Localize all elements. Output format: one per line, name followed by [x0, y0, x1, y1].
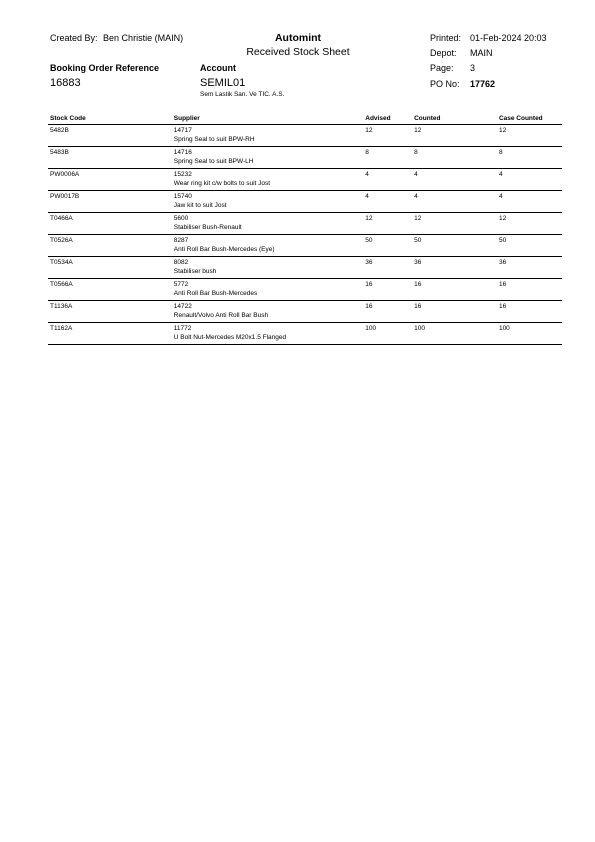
table-row [48, 257, 562, 279]
depot-label: Depot: [430, 48, 457, 58]
case-counted-value: 16 [498, 281, 507, 288]
supplier-code: 15740 [173, 193, 192, 200]
page-label: Page: [430, 63, 454, 73]
advised-cell [363, 235, 412, 257]
supplier-code: 5600 [173, 215, 189, 222]
counted-cell [412, 235, 497, 257]
supplier-cell [172, 147, 363, 169]
created-by-value: Ben Christie (MAIN) [103, 33, 184, 43]
advised-cell [363, 213, 412, 235]
depot-value: MAIN [470, 48, 493, 58]
case-counted-cell [497, 235, 562, 257]
po-label: PO No: [430, 79, 460, 89]
table-row [48, 125, 562, 147]
received-stock-table [48, 114, 562, 345]
case-counted-cell [497, 125, 562, 147]
case-counted-cell [497, 279, 562, 301]
case-counted-value: 36 [498, 259, 507, 266]
account-code: SEMIL01 [200, 77, 246, 89]
supplier-code: 8082 [173, 259, 189, 266]
advised-value: 12 [365, 215, 373, 222]
advised-value: 4 [365, 193, 369, 200]
col-header-counted: Counted [412, 114, 497, 125]
advised-cell [363, 301, 412, 323]
col-header-stock-code: Stock Code [48, 114, 172, 125]
counted-value: 50 [414, 237, 422, 244]
table-row [48, 147, 562, 169]
advised-cell [363, 125, 412, 147]
account-name: Sem Lastik San. Ve TIC. A.S. [200, 91, 285, 98]
printed-value: 01-Feb-2024 20:03 [470, 33, 547, 43]
stock-code-cell [48, 147, 172, 169]
counted-cell [412, 125, 497, 147]
counted-cell [412, 323, 497, 345]
col-header-case-counted: Case Counted [497, 114, 562, 125]
counted-value: 36 [414, 259, 422, 266]
counted-cell [412, 213, 497, 235]
account-label: Account [200, 63, 236, 73]
page-number: 3 [470, 63, 476, 73]
item-description: Anti Roll Bar Bush-Mercedes (Eye) [173, 245, 275, 253]
po-number: 17762 [470, 79, 496, 89]
advised-cell [363, 323, 412, 345]
supplier-cell [172, 279, 363, 301]
item-description: Jaw kit to suit Jost [173, 201, 227, 209]
stock-code-value: PW0017B [50, 193, 80, 200]
case-counted-value: 12 [498, 127, 507, 134]
table-row [48, 301, 562, 323]
item-description: Stabiliser bush [173, 267, 217, 275]
printed-label: Printed: [430, 33, 462, 43]
advised-cell [363, 147, 412, 169]
stock-code-cell [48, 235, 172, 257]
advised-cell [363, 279, 412, 301]
item-description: Spring Seal to suit BPW-RH [173, 135, 255, 143]
document-title: Received Stock Sheet [246, 46, 350, 58]
case-counted-cell [497, 257, 562, 279]
counted-value: 16 [414, 303, 422, 310]
counted-value: 12 [414, 215, 422, 222]
case-counted-cell [497, 147, 562, 169]
supplier-code: 14722 [173, 303, 192, 310]
stock-code-value: T0466A [50, 215, 73, 222]
table-row [48, 213, 562, 235]
counted-value: 100 [414, 325, 425, 332]
counted-cell [412, 191, 497, 213]
counted-cell [412, 301, 497, 323]
case-counted-value: 16 [498, 303, 507, 310]
item-description: U Bolt Nut-Mercedes M20x1.5 Flanged [173, 333, 287, 341]
stock-code-value: T0526A [50, 237, 73, 244]
stock-code-value: 5483B [50, 149, 69, 156]
counted-cell [412, 147, 497, 169]
advised-value: 16 [365, 303, 373, 310]
stock-code-cell [48, 169, 172, 191]
case-counted-value: 12 [498, 215, 507, 222]
stock-code-cell [48, 301, 172, 323]
supplier-code: 11772 [173, 325, 192, 332]
supplier-code: 8287 [173, 237, 189, 244]
stock-code-cell [48, 191, 172, 213]
supplier-cell [172, 323, 363, 345]
case-counted-cell [497, 191, 562, 213]
supplier-cell [172, 301, 363, 323]
col-header-supplier: Supplier [172, 114, 363, 125]
booking-ref-value: 16883 [50, 77, 81, 89]
case-counted-cell [497, 323, 562, 345]
case-counted-value: 100 [498, 325, 510, 332]
advised-value: 100 [365, 325, 377, 332]
advised-value: 12 [365, 127, 373, 134]
advised-value: 16 [365, 281, 373, 288]
supplier-code: 14716 [173, 149, 192, 156]
supplier-cell [172, 125, 363, 147]
supplier-code: 15232 [173, 171, 192, 178]
supplier-code: 5772 [173, 281, 189, 288]
case-counted-value: 4 [498, 193, 503, 200]
counted-cell [412, 169, 497, 191]
item-description: Wear ring kit c/w bolts to suit Jost [173, 179, 271, 187]
counted-value: 4 [414, 193, 418, 200]
stock-code-value: PW0006A [50, 171, 80, 178]
table-row [48, 279, 562, 301]
case-counted-value: 4 [498, 171, 503, 178]
stock-code-value: 5482B [50, 127, 69, 134]
case-counted-cell [497, 301, 562, 323]
advised-cell [363, 169, 412, 191]
counted-value: 12 [414, 127, 422, 134]
counted-cell [412, 279, 497, 301]
table-row [48, 323, 562, 345]
advised-value: 50 [365, 237, 373, 244]
case-counted-value: 50 [498, 237, 507, 244]
supplier-cell [172, 257, 363, 279]
supplier-cell [172, 235, 363, 257]
table-body [48, 125, 562, 345]
table-row [48, 191, 562, 213]
case-counted-cell [497, 213, 562, 235]
case-counted-value: 8 [498, 149, 503, 156]
table-row [48, 169, 562, 191]
supplier-cell [172, 213, 363, 235]
item-description: Renault/Volvo Anti Roll Bar Bush [173, 311, 269, 319]
stock-code-cell [48, 323, 172, 345]
advised-value: 8 [365, 149, 369, 156]
stock-code-cell [48, 125, 172, 147]
case-counted-cell [497, 169, 562, 191]
stock-code-value: T1136A [50, 303, 73, 310]
stock-code-value: T1162A [50, 325, 73, 332]
advised-value: 4 [365, 171, 369, 178]
supplier-cell [172, 191, 363, 213]
item-description: Stabiliser Bush-Renault [173, 223, 242, 231]
item-description: Anti Roll Bar Bush-Mercedes [173, 289, 258, 297]
col-header-advised: Advised [363, 114, 412, 125]
supplier-cell [172, 169, 363, 191]
item-description: Spring Seal to suit BPW-LH [173, 157, 254, 165]
advised-cell [363, 191, 412, 213]
table-header-row [48, 114, 562, 125]
stock-code-cell [48, 279, 172, 301]
counted-value: 16 [414, 281, 422, 288]
booking-ref-label: Booking Order Reference [50, 63, 160, 73]
stock-code-cell [48, 213, 172, 235]
counted-value: 4 [414, 171, 418, 178]
stock-code-cell [48, 257, 172, 279]
supplier-code: 14717 [173, 127, 192, 134]
created-by [50, 33, 183, 43]
stock-code-value: T0534A [50, 259, 73, 266]
counted-value: 8 [414, 149, 418, 156]
advised-value: 36 [365, 259, 373, 266]
counted-cell [412, 257, 497, 279]
company-name: Automint [274, 32, 322, 44]
table-row [48, 235, 562, 257]
created-by-label: Created By: [50, 33, 98, 43]
stock-code-value: T0566A [50, 281, 73, 288]
advised-cell [363, 257, 412, 279]
